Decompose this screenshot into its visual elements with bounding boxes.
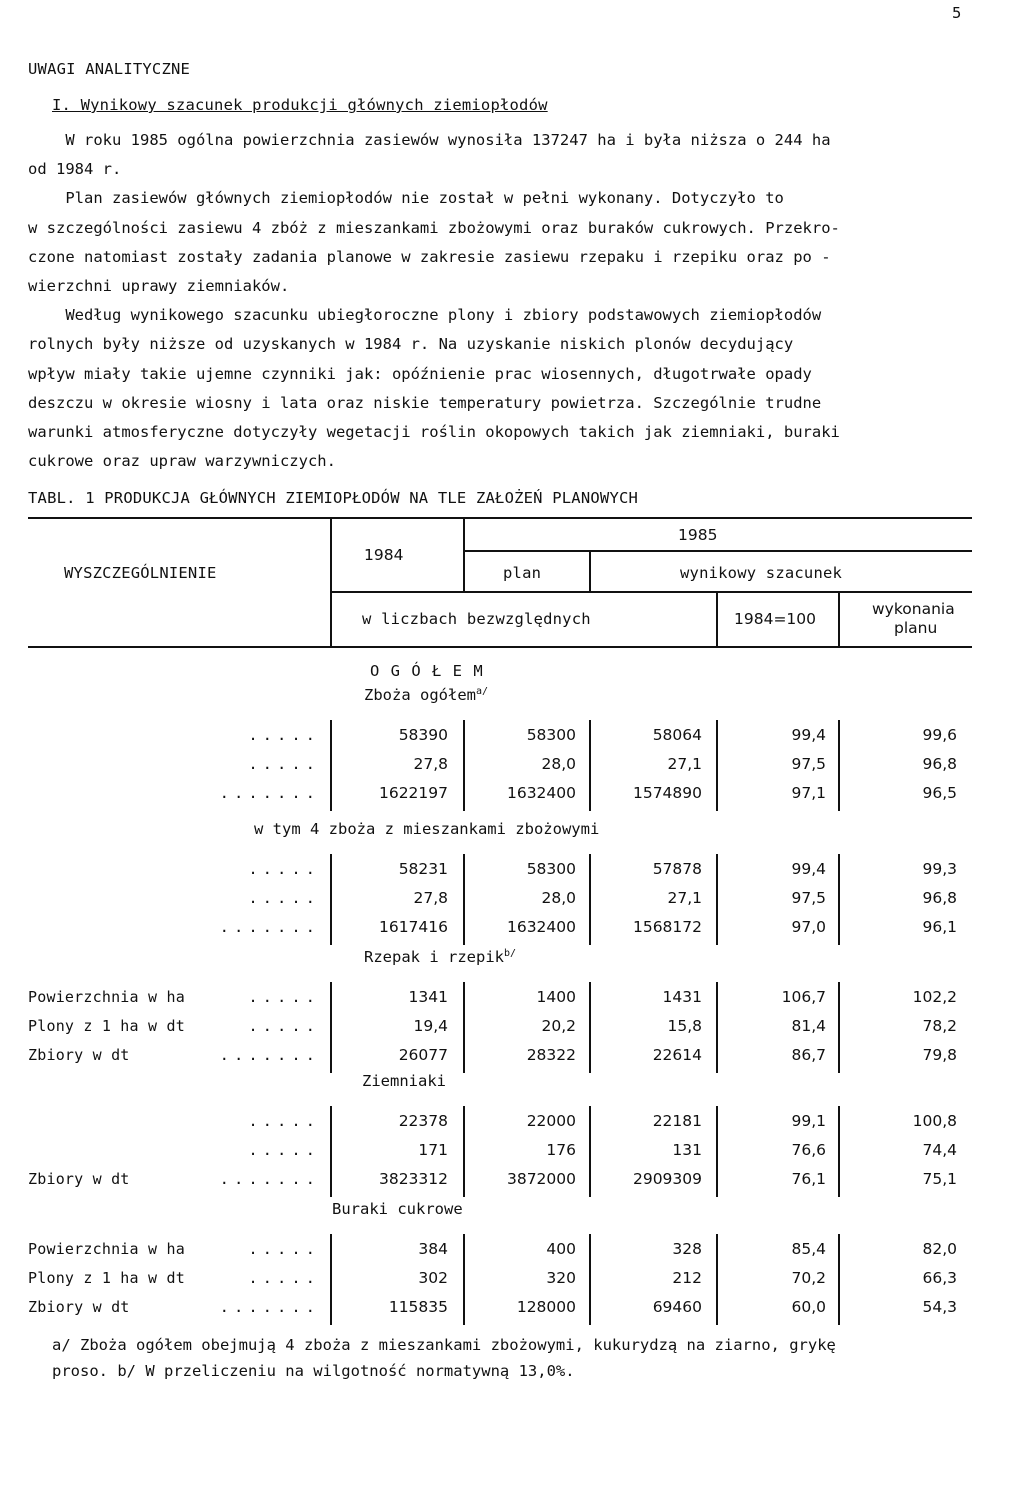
section-title-text: Buraki cukrowe [332,1200,463,1218]
column-rule [716,720,718,811]
column-rule [330,720,332,811]
header-1984: 1984 [364,546,404,564]
column-rule [838,982,840,1073]
header-1985: 1985 [678,526,718,544]
table-cell: 2909309 [632,1170,702,1188]
table-cell: 1431 [662,988,702,1006]
column-rule [838,720,840,811]
table-cell: 302 [418,1269,448,1287]
footnote-marker: b/ [503,948,517,959]
leader-dots: ..... [248,1017,320,1035]
table-cell: 400 [546,1240,576,1258]
table-cell: 212 [672,1269,702,1287]
table-cell: 66,3 [922,1269,957,1287]
column-rule [463,982,465,1073]
header-vline-4 [716,592,718,646]
column-rule [716,982,718,1073]
row-label: Powierzchnia w ha [28,988,185,1006]
section-heading [332,1200,463,1218]
header-planu: planu [894,619,938,637]
footnote-line: a/ Zboża ogółem obejmują 4 zboża z mieszankami zbożowymi, kukurydzą na ziarno, grykę [52,1336,836,1354]
table-cell: 70,2 [791,1269,826,1287]
table-cell: 57878 [652,860,702,878]
header-plan: plan [503,564,542,582]
body-line: wpływ miały takie ujemne czynniki jak: opóźnienie prac wiosennych, długotrwałe opady [28,364,812,383]
table-cell: 58231 [398,860,448,878]
table-cell: 99,3 [922,860,957,878]
header-wynikowy: wynikowy szacunek [680,564,843,582]
table-cell: 3872000 [506,1170,576,1188]
row-label: Plony z 1 ha w dt [28,1017,185,1035]
year-rule [463,550,972,552]
table-cell: 102,2 [912,988,957,1006]
table-header-bottom-rule [28,646,972,648]
leader-dots: ..... [248,860,320,878]
body-text [28,126,958,476]
body-line: cukrowe oraz upraw warzywniczych. [28,452,336,471]
column-rule [716,1234,718,1325]
section-heading [254,820,599,838]
section-title-text: Rzepak i rzepik [364,948,504,967]
table-cell: 58300 [526,860,576,878]
table-cell: 115835 [388,1298,448,1316]
footnote-marker: a/ [475,686,489,697]
section-title-text: w tym 4 zboża z mieszankami zbożowymi [254,820,600,838]
table-cell: 1622197 [378,784,448,802]
header-vline-1 [330,518,332,646]
table-cell: 176 [546,1141,576,1159]
heading: UWAGI ANALITYCZNE [28,60,191,78]
section-heading [364,686,488,704]
leader-dots: ..... [248,755,320,773]
header-vline-2 [463,518,465,591]
table-cell: 69460 [652,1298,702,1316]
table-cell: 128000 [516,1298,576,1316]
column-rule [716,1106,718,1197]
body-line: W roku 1985 ogólna powierzchnia zasiewów wynosiła 137247 ha i była niższa o 244 ha [28,131,831,149]
table-cell: 76,6 [791,1141,826,1159]
table-cell: 26077 [398,1046,448,1064]
table-cell: 22378 [398,1112,448,1130]
table-cell: 28322 [526,1046,576,1064]
table-cell: 75,1 [922,1170,957,1188]
row-label: Powierzchnia w ha [28,1240,185,1258]
table-cell: 54,3 [922,1298,957,1316]
table-cell: 99,1 [791,1112,826,1130]
col-label: WYSZCZEGÓLNIENIE [64,564,217,582]
leader-dots: ..... [248,1269,320,1287]
table-cell: 1632400 [506,918,576,936]
column-rule [330,1106,332,1197]
table-cell: 99,4 [791,726,826,744]
table-cell: 1574890 [632,784,702,802]
table-cell: 15,8 [667,1017,702,1035]
body-line: Plan zasiewów głównych ziemiopłodów nie został w pełni wykonany. Dotyczyło to [28,189,784,208]
body-line: wierzchni uprawy ziemniaków. [28,277,290,296]
leader-dots: ....... [219,784,320,802]
body-line: od 1984 r. [28,160,122,179]
table-cell: 131 [672,1141,702,1159]
table-cell: 1568172 [632,918,702,936]
table-cell: 3823312 [378,1170,448,1188]
leader-dots: ..... [248,889,320,907]
table-cell: 58390 [398,726,448,744]
column-rule [589,1234,591,1325]
table-cell: 96,1 [922,918,957,936]
table-cell: 99,6 [922,726,957,744]
table-cell: 27,8 [413,889,448,907]
table-cell: 100,8 [912,1112,957,1130]
ogolem-label: O G Ó Ł E M [370,662,484,680]
column-rule [589,1106,591,1197]
column-rule [838,1234,840,1325]
footnote-line: proso. b/ W przeliczeniu na wilgotność normatywną 13,0%. [52,1362,575,1380]
table-cell: 58064 [652,726,702,744]
table-cell: 106,7 [781,988,826,1006]
leader-dots: ..... [248,1240,320,1258]
leader-dots: ....... [219,918,320,936]
row-label: Zbiory w dt [28,1298,130,1316]
leader-dots: ..... [248,1112,320,1130]
section-title-text: Ziemniaki [362,1072,446,1090]
table-cell: 28,0 [541,889,576,907]
table-cell: 22181 [652,1112,702,1130]
table-cell: 320 [546,1269,576,1287]
table-cell: 96,5 [922,784,957,802]
row-label: Plony z 1 ha w dt [28,1269,185,1287]
page-number: 5 [952,4,962,22]
column-rule [463,854,465,945]
column-rule [589,720,591,811]
table-cell: 81,4 [791,1017,826,1035]
table-cell: 96,8 [922,889,957,907]
body-line: warunki atmosferyczne dotyczyły wegetacji roślin okopowych takich jak ziemniaki, buraki [28,423,840,442]
body-line: czone natomiast zostały zadania planowe w zakresie zasiewu rzepaku i rzepiku oraz po - [28,247,831,266]
table-cell: 99,4 [791,860,826,878]
section-heading [364,948,516,966]
table-cell: 328 [672,1240,702,1258]
footnotes [52,1332,972,1384]
column-rule [838,1106,840,1197]
table-cell: 60,0 [791,1298,826,1316]
table-cell: 97,0 [791,918,826,936]
table-cell: 74,4 [922,1141,957,1159]
table-cell: 1617416 [378,918,448,936]
table-cell: 28,0 [541,755,576,773]
table-cell: 171 [418,1141,448,1159]
table-cell: 27,1 [667,755,702,773]
table-cell: 384 [418,1240,448,1258]
table-cell: 97,5 [791,889,826,907]
column-rule [463,1234,465,1325]
header-abs: w liczbach bezwzględnych [362,610,591,628]
table-cell: 22000 [526,1112,576,1130]
table-cell: 76,1 [791,1170,826,1188]
table-cell: 78,2 [922,1017,957,1035]
table-cell: 1400 [536,988,576,1006]
column-rule [716,854,718,945]
table-cell: 97,1 [791,784,826,802]
column-rule [330,982,332,1073]
header-vline-5 [838,592,840,646]
column-rule [463,1106,465,1197]
header-index: 1984=100 [734,610,817,628]
table-cell: 1632400 [506,784,576,802]
column-rule [838,854,840,945]
body-line: Według wynikowego szacunku ubiegłoroczne plony i zbiory podstawowych ziemiopłodów [28,306,822,325]
body-line: w szczególności zasiewu 4 zbóż z mieszankami zbożowymi oraz buraków cukrowych. Przekro- [28,218,840,237]
column-rule [589,982,591,1073]
table-cell: 19,4 [413,1017,448,1035]
leader-dots: ..... [248,726,320,744]
column-rule [589,854,591,945]
row-label: Zbiory w dt [28,1046,130,1064]
table-cell: 96,8 [922,755,957,773]
row-label: Zbiory w dt [28,1170,130,1188]
column-rule [463,720,465,811]
table-cell: 27,1 [667,889,702,907]
table-cell: 1341 [408,988,448,1006]
table-cell: 82,0 [922,1240,957,1258]
leader-dots: ..... [248,988,320,1006]
table-cell: 22614 [652,1046,702,1064]
body-line: rolnych były niższe od uzyskanych w 1984 r. Na uzyskanie niskich plonów decydujący [28,335,794,354]
column-rule [330,854,332,945]
body-line: deszczu w okresie wiosny i lata oraz niskie temperatury powietrza. Szczególnie trudne [28,393,822,412]
leader-dots: ....... [219,1170,320,1188]
column-rule [330,1234,332,1325]
table-header-rule [330,591,972,593]
section-heading [362,1072,446,1090]
leader-dots: ....... [219,1298,320,1316]
table-cell: 27,8 [413,755,448,773]
leader-dots: ..... [248,1141,320,1159]
table-cell: 58300 [526,726,576,744]
header-vline-3 [589,550,591,591]
header-wykonania: wykonania [872,600,955,618]
section-title-text: Zboża ogółem [364,686,476,705]
table-cell: 85,4 [791,1240,826,1258]
table-top-rule [28,517,972,519]
table-title: TABL. 1 PRODUKCJA GŁÓWNYCH ZIEMIOPŁODÓW NA TLE ZAŁOŻEŃ PLANOWYCH [28,489,639,507]
table-cell: 79,8 [922,1046,957,1064]
table-cell: 20,2 [541,1017,576,1035]
section-title: I. Wynikowy szacunek produkcji głównych ziemiopłodów [52,96,548,114]
table-cell: 97,5 [791,755,826,773]
table-cell: 86,7 [791,1046,826,1064]
leader-dots: ....... [219,1046,320,1064]
